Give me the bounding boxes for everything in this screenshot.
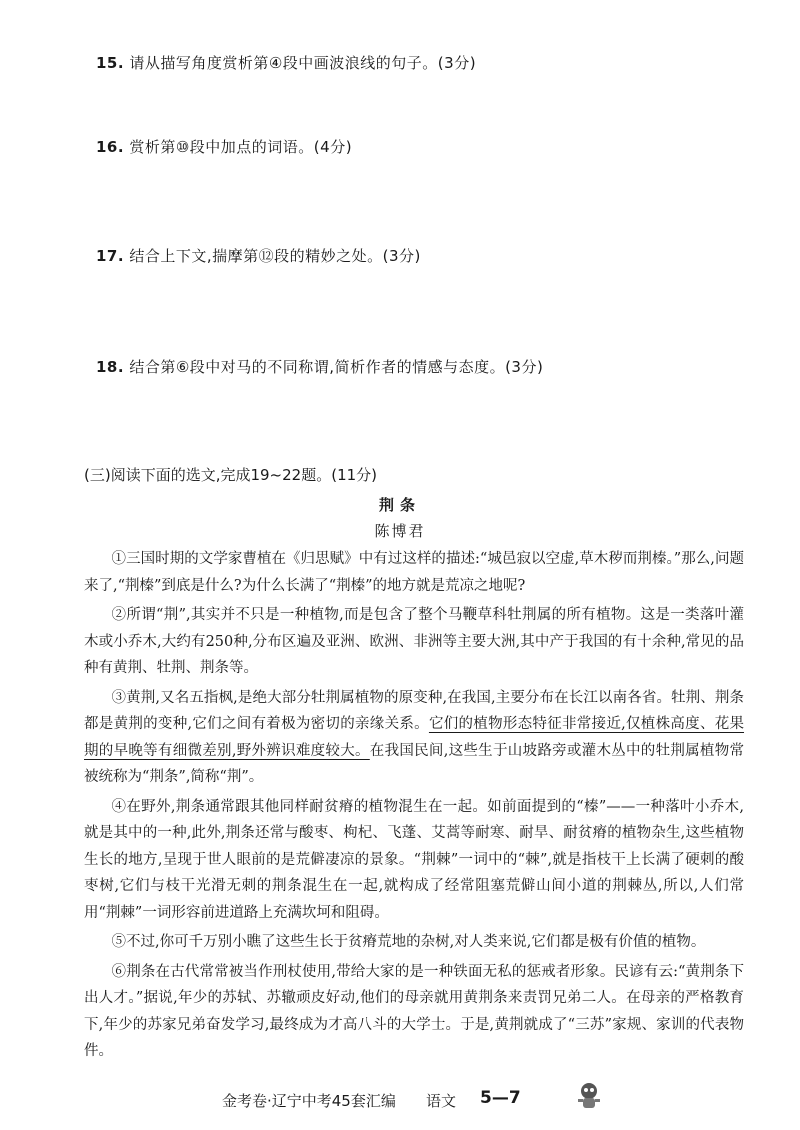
article-author: 陈博君 [374, 522, 426, 540]
question-number: 17. [96, 247, 125, 265]
paragraph-1: ①三国时期的文学家曹植在《归思赋》中有过这样的描述:“城邑寂以空虚,草木秽而荆榛。”那么,问题来了,“荆榛”到底是什么?为什么长满了“荆榛”的地方就是荒凉之地呢? [84, 551, 744, 594]
question-17 [96, 245, 421, 266]
question-15 [96, 52, 476, 73]
paragraph-3 [84, 685, 744, 791]
paragraph-4: ④在野外,荆条通常跟其他同样耐贫瘠的植物混生在一起。如前面提到的“榛”——一种落叶小乔木,就是其中的一种,此外,荆条还常与酸枣、枸杞、飞蓬、艾蒿等耐寒、耐旱、耐贫瘠的植物杂生,这些植物生长的地方,呈现于世人眼前的是荒僻凄凉的景象。“荆棘”一词中的“棘”,就是指枝干上长满了硬刺的酸枣树,它们与枝干光滑无刺的荆条混生在一起,就构成了经常阻塞荒僻山间小道的荆棘丛,所以,人们常用“荆棘”一词形容前进道路上充满坎坷和阻碍。 [84, 798, 744, 921]
section-heading: (三)阅读下面的选文,完成19~22题。(11分) [84, 466, 378, 484]
underlined-sentence: 它们的植物形态特征非常接近,仅植株高度、花果期的早晚等有细微差别,野外辨识难度较大。 [84, 716, 745, 759]
mascot-logo-icon [574, 1080, 604, 1116]
question-number: 15. [96, 54, 125, 72]
question-text: 赏析第⑩段中加点的词语。(4分) [129, 138, 353, 156]
paragraph-3-end: 在我国民间,这些生于山坡路旁或灌木丛中的牡荆属植物常被统称为“荆条”,简称“荆”。 [84, 742, 745, 785]
paragraph-5: ⑤不过,你可千万别小瞧了这些生长于贫瘠荒地的杂树,对人类来说,它们都是极有价值的植物。 [111, 934, 706, 950]
question-18 [96, 356, 543, 377]
publisher-name: 金考卷·辽宁中考45套汇编 [222, 1092, 396, 1110]
question-text: 结合第⑥段中对马的不同称谓,简析作者的情感与态度。(3分) [129, 358, 544, 376]
subject-label: 语文 [426, 1092, 457, 1110]
page-number: 5—7 [480, 1088, 521, 1108]
article-body [84, 546, 744, 1068]
paragraph-2: ②所谓“荆”,其实并不只是一种植物,而是包含了整个马鞭草科牡荆属的所有植物。这是一类落叶灌木或小乔木,大约有250种,分布区遍及亚洲、欧洲、非洲等主要大洲,其中产于我国的有十余种,常见的品种有黄荆、牡荆、荆条等。 [84, 607, 744, 676]
question-number: 16. [96, 138, 125, 156]
paragraph-3-start: ③黄荆,又名五指枫,是绝大部分牡荆属植物的原变种,在我国,主要分布在长江以南各省。牡荆、荆条都是黄荆的变种,它们之间有着极为密切的亲缘关系。 [84, 689, 744, 732]
paragraph-6: ⑥荆条在古代常常被当作刑杖使用,带给大家的是一种铁面无私的惩戒者形象。民谚有云:“黄荆条下出人才。”据说,年少的苏轼、苏辙顽皮好动,他们的母亲就用黄荆条来责罚兄弟二人。在母亲的严格教育下,年少的苏家兄弟奋发学习,最终成为才高八斗的大学士。于是,黄荆就成了“三苏”家规、家训的代表物件。 [84, 963, 744, 1059]
question-number: 18. [96, 358, 125, 376]
article-title: 荆条 [378, 496, 421, 514]
question-text: 请从描写角度赏析第④段中画波浪线的句子。(3分) [129, 54, 477, 72]
question-text: 结合上下文,揣摩第⑫段的精妙之处。(3分) [129, 247, 421, 265]
question-16 [96, 136, 352, 157]
